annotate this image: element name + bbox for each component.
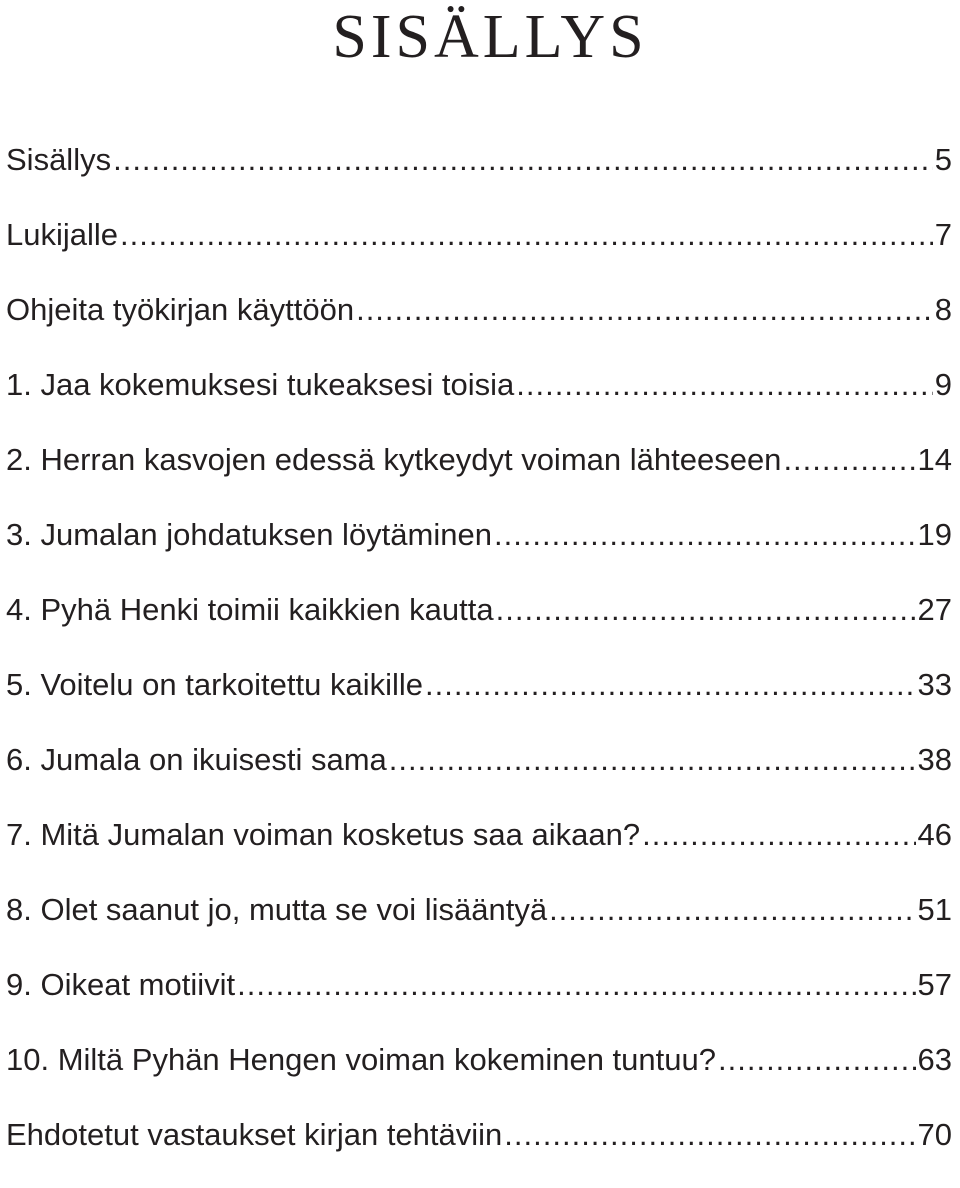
toc-dot-leader <box>642 813 915 857</box>
toc-entry-label: 8. Olet saanut jo, mutta se voi lisääntyä <box>6 892 548 927</box>
toc-entry <box>6 738 952 813</box>
table-of-contents <box>6 138 952 1188</box>
toc-entry-label: 2. Herran kasvojen edessä kytkeydyt voiman lähteeseen <box>6 442 782 477</box>
toc-page-number: 14 <box>917 442 952 477</box>
toc-entry <box>6 363 952 438</box>
toc-page-number: 27 <box>917 592 952 627</box>
toc-entry-label: 10. Miltä Pyhän Hengen voiman kokeminen tuntuu? <box>6 1042 716 1077</box>
toc-entry <box>6 513 952 588</box>
toc-entry-label: Sisällys <box>6 142 112 177</box>
toc-entry-label: 1. Jaa kokemuksesi tukeaksesi toisia <box>6 367 515 402</box>
toc-dot-leader <box>496 588 916 632</box>
toc-page-number: 33 <box>917 667 952 702</box>
toc-dot-leader <box>783 438 915 482</box>
toc-entry <box>6 588 952 663</box>
toc-entry-label: 9. Oikeat motiivit <box>6 967 236 1002</box>
toc-entry <box>6 888 952 963</box>
toc-page-number: 57 <box>917 967 952 1002</box>
page-title: SISÄLLYS <box>332 3 648 71</box>
toc-entry <box>6 1113 952 1188</box>
toc-page-number: 51 <box>917 892 952 927</box>
toc-entry <box>6 963 952 1038</box>
toc-entry-label: Ohjeita työkirjan käyttöön <box>6 292 355 327</box>
toc-page-number: 63 <box>917 1042 952 1077</box>
toc-entry-label: 6. Jumala on ikuisesti sama <box>6 742 387 777</box>
toc-page-number: 9 <box>934 367 952 402</box>
toc-dot-leader <box>113 138 933 182</box>
toc-entry <box>6 288 952 363</box>
toc-dot-leader <box>718 1038 916 1082</box>
toc-entry <box>6 813 952 888</box>
toc-entry <box>6 138 952 213</box>
toc-page-number: 7 <box>934 217 952 252</box>
toc-dot-leader <box>504 1113 915 1157</box>
toc-entry <box>6 438 952 513</box>
toc-dot-leader <box>237 963 915 1007</box>
toc-page-number: 19 <box>917 517 952 552</box>
toc-entry <box>6 213 952 288</box>
toc-dot-leader <box>549 888 915 932</box>
toc-entry <box>6 663 952 738</box>
toc-entry-label: 3. Jumalan johdatuksen löytäminen <box>6 517 492 552</box>
toc-dot-leader <box>356 288 933 332</box>
toc-page-number: 5 <box>934 142 952 177</box>
toc-dot-leader <box>389 738 916 782</box>
toc-entry-label: 5. Voitelu on tarkoitettu kaikille <box>6 667 424 702</box>
toc-entry-label: Lukijalle <box>6 217 119 252</box>
toc-page-number: 70 <box>917 1117 952 1152</box>
toc-entry <box>6 1038 952 1113</box>
toc-entry-label: 7. Mitä Jumalan voiman kosketus saa aikaan? <box>6 817 641 852</box>
toc-page-number: 8 <box>934 292 952 327</box>
toc-entry-label: 4. Pyhä Henki toimii kaikkien kautta <box>6 592 494 627</box>
toc-page-number: 46 <box>917 817 952 852</box>
toc-dot-leader <box>494 513 916 557</box>
toc-dot-leader <box>120 213 933 257</box>
toc-dot-leader <box>425 663 915 707</box>
toc-dot-leader <box>516 363 932 407</box>
toc-page-number: 38 <box>917 742 952 777</box>
toc-entry-label: Ehdotetut vastaukset kirjan tehtäviin <box>6 1117 503 1152</box>
